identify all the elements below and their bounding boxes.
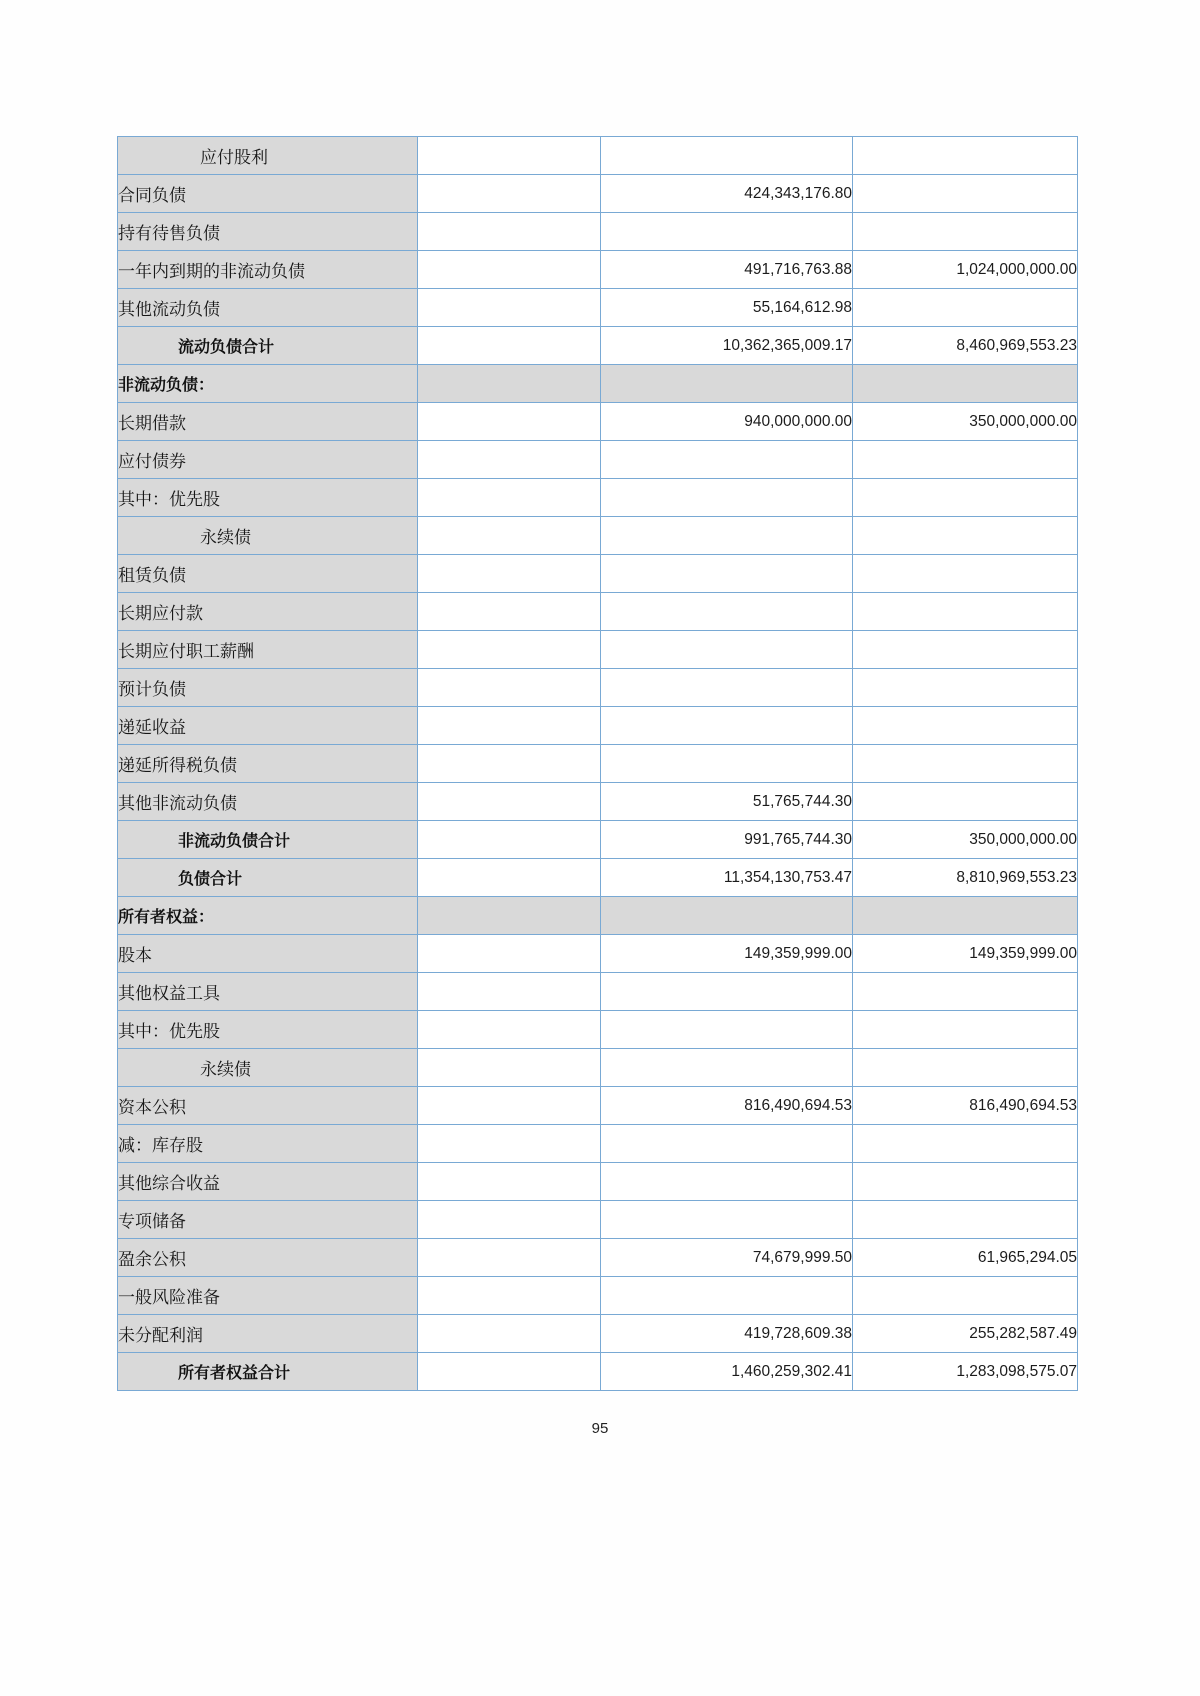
prior-amount [853, 1125, 1078, 1163]
note-cell [418, 783, 601, 821]
prior-amount [853, 783, 1078, 821]
table-row [118, 137, 1078, 175]
table-row [118, 1201, 1078, 1239]
current-amount: 11,354,130,753.47 [601, 859, 853, 897]
balance-sheet-table [117, 136, 1078, 1391]
table-row [118, 365, 1078, 403]
row-label: 其他综合收益 [118, 1163, 418, 1201]
prior-amount [853, 1201, 1078, 1239]
prior-amount: 816,490,694.53 [853, 1087, 1078, 1125]
row-label: 专项储备 [118, 1201, 418, 1239]
row-label: 负债合计 [118, 859, 418, 897]
table-row [118, 1277, 1078, 1315]
current-amount [601, 631, 853, 669]
row-label: 资本公积 [118, 1087, 418, 1125]
current-amount [601, 745, 853, 783]
balance-sheet-rows [118, 137, 1078, 1391]
note-cell [418, 935, 601, 973]
current-amount [601, 1201, 853, 1239]
table-row [118, 631, 1078, 669]
current-amount: 991,765,744.30 [601, 821, 853, 859]
page-number: 95 [591, 1420, 609, 1437]
row-label: 永续债 [118, 517, 418, 555]
current-amount [601, 593, 853, 631]
prior-amount: 1,024,000,000.00 [853, 251, 1078, 289]
table-row [118, 517, 1078, 555]
table-row [118, 1315, 1078, 1353]
row-label: 长期借款 [118, 403, 418, 441]
current-amount [601, 555, 853, 593]
note-cell [418, 593, 601, 631]
current-amount: 491,716,763.88 [601, 251, 853, 289]
note-cell [418, 403, 601, 441]
prior-amount: 350,000,000.00 [853, 821, 1078, 859]
current-amount: 1,460,259,302.41 [601, 1353, 853, 1391]
note-cell [418, 1315, 601, 1353]
prior-amount: 61,965,294.05 [853, 1239, 1078, 1277]
note-cell [418, 1125, 601, 1163]
prior-amount: 350,000,000.00 [853, 403, 1078, 441]
row-label: 所有者权益： [118, 897, 418, 935]
prior-amount [853, 1277, 1078, 1315]
table-row [118, 593, 1078, 631]
prior-amount [853, 973, 1078, 1011]
table-row [118, 973, 1078, 1011]
row-label: 租赁负债 [118, 555, 418, 593]
table-row [118, 251, 1078, 289]
prior-amount [853, 669, 1078, 707]
current-amount [601, 1163, 853, 1201]
table-row [118, 821, 1078, 859]
current-amount [601, 213, 853, 251]
row-label: 其中：优先股 [118, 1011, 418, 1049]
table-row [118, 935, 1078, 973]
row-label: 其中：优先股 [118, 479, 418, 517]
note-cell [418, 1011, 601, 1049]
current-amount [601, 1277, 853, 1315]
prior-amount [853, 1049, 1078, 1087]
current-amount: 419,728,609.38 [601, 1315, 853, 1353]
table-row [118, 745, 1078, 783]
current-amount [601, 1125, 853, 1163]
prior-amount [853, 441, 1078, 479]
table-row [118, 1353, 1078, 1391]
row-label: 流动负债合计 [118, 327, 418, 365]
table-row [118, 555, 1078, 593]
table-row [118, 669, 1078, 707]
row-label: 长期应付职工薪酬 [118, 631, 418, 669]
note-cell [418, 1277, 601, 1315]
note-cell [418, 251, 601, 289]
current-amount [601, 441, 853, 479]
prior-amount [853, 1163, 1078, 1201]
current-amount [601, 479, 853, 517]
prior-amount [853, 707, 1078, 745]
note-cell [418, 745, 601, 783]
row-label: 一般风险准备 [118, 1277, 418, 1315]
note-cell [418, 365, 601, 403]
row-label: 持有待售负债 [118, 213, 418, 251]
note-cell [418, 137, 601, 175]
prior-amount [853, 517, 1078, 555]
current-amount [601, 707, 853, 745]
table-row [118, 327, 1078, 365]
prior-amount [853, 365, 1078, 403]
prior-amount [853, 897, 1078, 935]
note-cell [418, 479, 601, 517]
table-row [118, 1239, 1078, 1277]
prior-amount [853, 289, 1078, 327]
table-row [118, 1049, 1078, 1087]
note-cell [418, 175, 601, 213]
current-amount: 424,343,176.80 [601, 175, 853, 213]
prior-amount: 149,359,999.00 [853, 935, 1078, 973]
table-row [118, 403, 1078, 441]
note-cell [418, 973, 601, 1011]
table-row [118, 1087, 1078, 1125]
prior-amount [853, 555, 1078, 593]
note-cell [418, 1163, 601, 1201]
prior-amount [853, 137, 1078, 175]
row-label: 预计负债 [118, 669, 418, 707]
table-row [118, 707, 1078, 745]
current-amount [601, 137, 853, 175]
note-cell [418, 289, 601, 327]
table-row [118, 175, 1078, 213]
prior-amount [853, 631, 1078, 669]
row-label: 减：库存股 [118, 1125, 418, 1163]
prior-amount: 8,810,969,553.23 [853, 859, 1078, 897]
current-amount: 10,362,365,009.17 [601, 327, 853, 365]
note-cell [418, 1239, 601, 1277]
prior-amount [853, 175, 1078, 213]
row-label: 应付股利 [118, 137, 418, 175]
table-row [118, 479, 1078, 517]
note-cell [418, 1049, 601, 1087]
table-row [118, 783, 1078, 821]
row-label: 其他流动负债 [118, 289, 418, 327]
note-cell [418, 441, 601, 479]
note-cell [418, 897, 601, 935]
row-label: 永续债 [118, 1049, 418, 1087]
note-cell [418, 859, 601, 897]
row-label: 其他非流动负债 [118, 783, 418, 821]
table-row [118, 1163, 1078, 1201]
current-amount [601, 973, 853, 1011]
row-label: 其他权益工具 [118, 973, 418, 1011]
prior-amount [853, 1011, 1078, 1049]
note-cell [418, 821, 601, 859]
current-amount [601, 897, 853, 935]
current-amount: 51,765,744.30 [601, 783, 853, 821]
row-label: 非流动负债： [118, 365, 418, 403]
current-amount [601, 365, 853, 403]
table-row [118, 859, 1078, 897]
row-label: 所有者权益合计 [118, 1353, 418, 1391]
current-amount: 816,490,694.53 [601, 1087, 853, 1125]
prior-amount [853, 593, 1078, 631]
note-cell [418, 1353, 601, 1391]
table-row [118, 441, 1078, 479]
row-label: 一年内到期的非流动负债 [118, 251, 418, 289]
note-cell [418, 555, 601, 593]
prior-amount [853, 745, 1078, 783]
current-amount: 74,679,999.50 [601, 1239, 853, 1277]
prior-amount: 8,460,969,553.23 [853, 327, 1078, 365]
current-amount: 940,000,000.00 [601, 403, 853, 441]
note-cell [418, 669, 601, 707]
note-cell [418, 517, 601, 555]
row-label: 应付债券 [118, 441, 418, 479]
table-row [118, 897, 1078, 935]
current-amount [601, 669, 853, 707]
current-amount: 55,164,612.98 [601, 289, 853, 327]
table-row [118, 1011, 1078, 1049]
row-label: 递延所得税负债 [118, 745, 418, 783]
current-amount [601, 517, 853, 555]
prior-amount: 1,283,098,575.07 [853, 1353, 1078, 1391]
row-label: 未分配利润 [118, 1315, 418, 1353]
note-cell [418, 631, 601, 669]
note-cell [418, 327, 601, 365]
row-label: 非流动负债合计 [118, 821, 418, 859]
row-label: 盈余公积 [118, 1239, 418, 1277]
prior-amount: 255,282,587.49 [853, 1315, 1078, 1353]
table-row [118, 289, 1078, 327]
row-label: 合同负债 [118, 175, 418, 213]
prior-amount [853, 479, 1078, 517]
row-label: 长期应付款 [118, 593, 418, 631]
note-cell [418, 1201, 601, 1239]
row-label: 递延收益 [118, 707, 418, 745]
current-amount [601, 1049, 853, 1087]
current-amount: 149,359,999.00 [601, 935, 853, 973]
note-cell [418, 707, 601, 745]
note-cell [418, 1087, 601, 1125]
table-row [118, 1125, 1078, 1163]
table-row [118, 213, 1078, 251]
row-label: 股本 [118, 935, 418, 973]
current-amount [601, 1011, 853, 1049]
prior-amount [853, 213, 1078, 251]
note-cell [418, 213, 601, 251]
